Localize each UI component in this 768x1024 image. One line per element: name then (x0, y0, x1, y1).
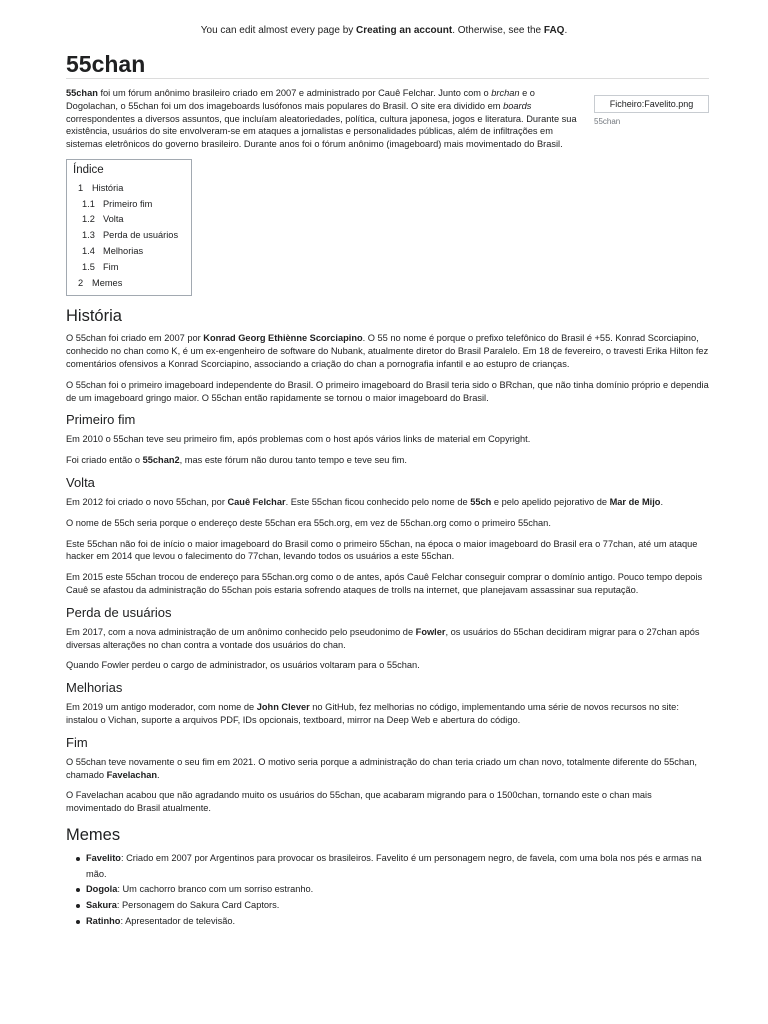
text: . (660, 496, 664, 507)
toc-item-fim[interactable] (73, 260, 185, 276)
toc-number: 2 (78, 277, 84, 288)
text: . (157, 769, 160, 780)
list-item (86, 851, 709, 882)
section-heading-primeiro-fim: Primeiro fim (66, 412, 136, 428)
text: O 55chan teve novamente o seu fim em 2021. O motivo seria porque a administração do chan teria criado um chan novo, totalmente diferente do 55chan, chamado (66, 756, 697, 780)
notice-suffix: . (564, 25, 568, 36)
55chan2-name: 55chan2 (142, 455, 180, 466)
section-heading-melhorias: Melhorias (66, 680, 123, 696)
intro-text-2: e o Dogolachan, o 55chan foi um dos imageboards lusófonos mais populares do Brasil. O site era dividido em (66, 88, 535, 111)
historia-paragraph-1 (66, 332, 709, 370)
image-caption: 55chan (594, 117, 621, 126)
list-item (86, 898, 709, 914)
toc-number: 1.5 (82, 261, 95, 272)
caue-felchar-link[interactable]: Cauê Felchar (227, 496, 286, 507)
favelito-link[interactable]: Favelito (86, 852, 121, 863)
text: Em 2012 foi criado o novo 55chan, por (66, 496, 228, 507)
melhorias-paragraph-1 (66, 701, 709, 727)
toc-item-memes[interactable] (73, 276, 185, 292)
text: . Este 55chan ficou conhecido pelo nome de (285, 496, 471, 507)
toc-item-melhorias[interactable] (73, 244, 185, 260)
text: , os usuários do 55chan decidiram migrar para o 27chan após diversas alterações no chan contra a vontade dos usuários do chan. (66, 626, 700, 650)
primeiro-fim-paragraph-2 (66, 454, 709, 467)
text: . O 55 no nome é porque o prefixo telefônico do Brasil é +55. Konrad Scorciapino, conhecido no chan como K, é um ex-engenheiro de software do Nubank, atualmente diretor do Brasil Paralelo. Em 18 de fevereiro, o travesti Erika Hilton fez comentários ofensivos a Konrad Scorciapino, associando a criação do chan a pornografia infantil e ao estupro de crianças. (66, 333, 709, 369)
toc-number: 1.4 (82, 245, 95, 256)
perda-paragraph-1 (66, 626, 709, 652)
toc-item-volta[interactable] (73, 212, 185, 228)
page-title: 55chan (66, 51, 146, 77)
section-heading-fim: Fim (66, 734, 88, 750)
volta-paragraph-4: Em 2015 este 55chan trocou de endereço para 55chan.org como o de antes, após Cauê Felchar conseguir comprar o domínio antigo. Pouco tempo depois Cauê se afastou da administração do 55chan pois estaria sofrendo ataques de trolls na internet, que planejavam assassinar sua reputação. (66, 572, 703, 595)
sakura-name: Sakura (86, 900, 117, 910)
faq-link[interactable]: FAQ (543, 25, 565, 36)
text: : Um cachorro branco com um sorriso estranho. (117, 884, 314, 895)
toc-label: Melhorias (103, 245, 144, 256)
toc-label: Volta (103, 214, 124, 225)
text: : Criado em 2007 por Argentinos para provocar os brasileiros. Favelito é um personagem negro, de favela, com uma bola nos pés e armas na mão. (86, 852, 702, 879)
image-file-link[interactable]: Ficheiro:Favelito.png (594, 95, 709, 113)
mar-de-mijo-link[interactable]: Mar de Mijo (609, 496, 661, 507)
volta-paragraph-3: Este 55chan não foi de início o maior imageboard do Brasil como o primeiro 55chan, na época o maior imageboard do Brasil era o 77chan, até um ataque hacker em 2014 que levou o falecimento do 77chan, levando todos os usuários a este 55chan. (66, 538, 698, 562)
john-clever-name: John Clever (256, 702, 310, 713)
fim-paragraph-1 (66, 756, 709, 782)
favelachan-name: Favelachan (106, 769, 158, 780)
text: Em 2019 um antigo moderador, com nome de (66, 702, 257, 713)
toc-label: Memes (92, 277, 123, 288)
volta-paragraph-1 (66, 496, 709, 509)
section-heading-volta: Volta (66, 474, 95, 490)
text: no GitHub, fez melhorias no código, implementando uma série de novos recursos no site: instalou o Vichan, suporte a arquivos PDF, IDs opcionais, textboard, mirror na Deep Web e abertura do código. (66, 702, 679, 725)
memes-list (66, 851, 709, 930)
section-heading-historia: História (66, 307, 122, 326)
text: O 55chan foi criado em 2007 por (66, 333, 204, 344)
intro-text-1: foi um fórum anônimo brasileiro criado em 2007 e administrado por Cauê Felchar. Junto com o (97, 88, 492, 98)
section-heading-memes: Memes (66, 825, 121, 844)
text: Em 2017, com a nova administração de um anônimo conhecido pelo pseudonimo de (66, 626, 416, 637)
table-of-contents (66, 159, 192, 296)
toc-number: 1.3 (82, 230, 95, 241)
toc-label: Primeiro fim (103, 198, 153, 209)
title-divider (66, 78, 709, 79)
section-heading-perda-de-usuarios: Perda de usuários (66, 604, 172, 620)
notice-prefix: You can edit almost every page by (200, 25, 357, 36)
text: e pelo apelido pejorativo de (491, 496, 610, 507)
article-content (66, 87, 709, 929)
toc-item-historia[interactable] (73, 181, 185, 197)
dogola-name: Dogola (86, 884, 118, 895)
notice-middle: . Otherwise, see the (452, 25, 544, 36)
intro-bold-title: 55chan (66, 88, 98, 98)
historia-paragraph-2: O 55chan foi o primeiro imageboard independente do Brasil. O primeiro imageboard do Brasil teria sido o BRchan, que não tinha domínio próprio e dependia de um imageboard gringo maior. O 55chan então rapidamente se tornou o maior imageboard do Brasil. (66, 379, 709, 403)
konrad-name: Konrad Georg Ethiènne Scorciapino (203, 333, 363, 344)
toc-number: 1.2 (82, 214, 95, 225)
toc-label: História (92, 182, 124, 193)
fim-paragraph-2: O Favelachan acabou que não agradando muito os usuários do 55chan, que acabaram migrando para o 1500chan, tornando este o chan mais movimentado do Brasil atualmente. (66, 790, 652, 814)
toc-number: 1.1 (82, 198, 95, 209)
intro-text-3: correspondentes a diversos assuntos, que incluíam aleatoriedades, política, cultura japonesa, jogos e literatura. Durante sua existência, usuários do site envolveram-se em ataques a jornalistas e personalidades públicas, além de infiltrações em sistemas eletrônicos do governo brasileiro. Durante anos foi o fórum anônimo (imageboard) mais movimentado do Brasil. (66, 113, 577, 150)
toc-item-perda-de-usuarios[interactable] (73, 228, 185, 244)
text: Foi criado então o (66, 455, 143, 466)
primeiro-fim-paragraph-1: Em 2010 o 55chan teve seu primeiro fim, após problemas com o host após vários links de material em Copyright. (66, 434, 531, 445)
create-account-link[interactable]: Creating an account (356, 25, 453, 36)
55ch-name: 55ch (470, 496, 492, 507)
list-item (86, 914, 709, 930)
site-notice (0, 25, 768, 36)
perda-paragraph-2: Quando Fowler perdeu o cargo de administrador, os usuários voltaram para o 55chan. (66, 660, 420, 671)
intro-paragraph (66, 87, 582, 151)
text: : Personagem do Sakura Card Captors. (116, 900, 280, 910)
toc-number: 1 (78, 182, 84, 193)
toc-label: Fim (103, 261, 119, 272)
toc-title: Índice (73, 163, 104, 176)
fowler-name: Fowler (415, 626, 446, 637)
list-item (86, 882, 709, 898)
volta-paragraph-2: O nome de 55ch seria porque o endereço deste 55chan era 55ch.org, em vez de 55chan.org como o primeiro 55chan. (66, 517, 551, 528)
toc-item-primeiro-fim[interactable] (73, 197, 185, 213)
ratinho-name: Ratinho (86, 915, 121, 926)
toc-label: Perda de usuários (103, 230, 179, 241)
text: , mas este fórum não durou tanto tempo e teve seu fim. (179, 455, 407, 466)
text: : Apresentador de televisão. (120, 915, 236, 926)
brchan-italic: brchan (491, 88, 520, 98)
boards-italic: boards (503, 100, 532, 111)
